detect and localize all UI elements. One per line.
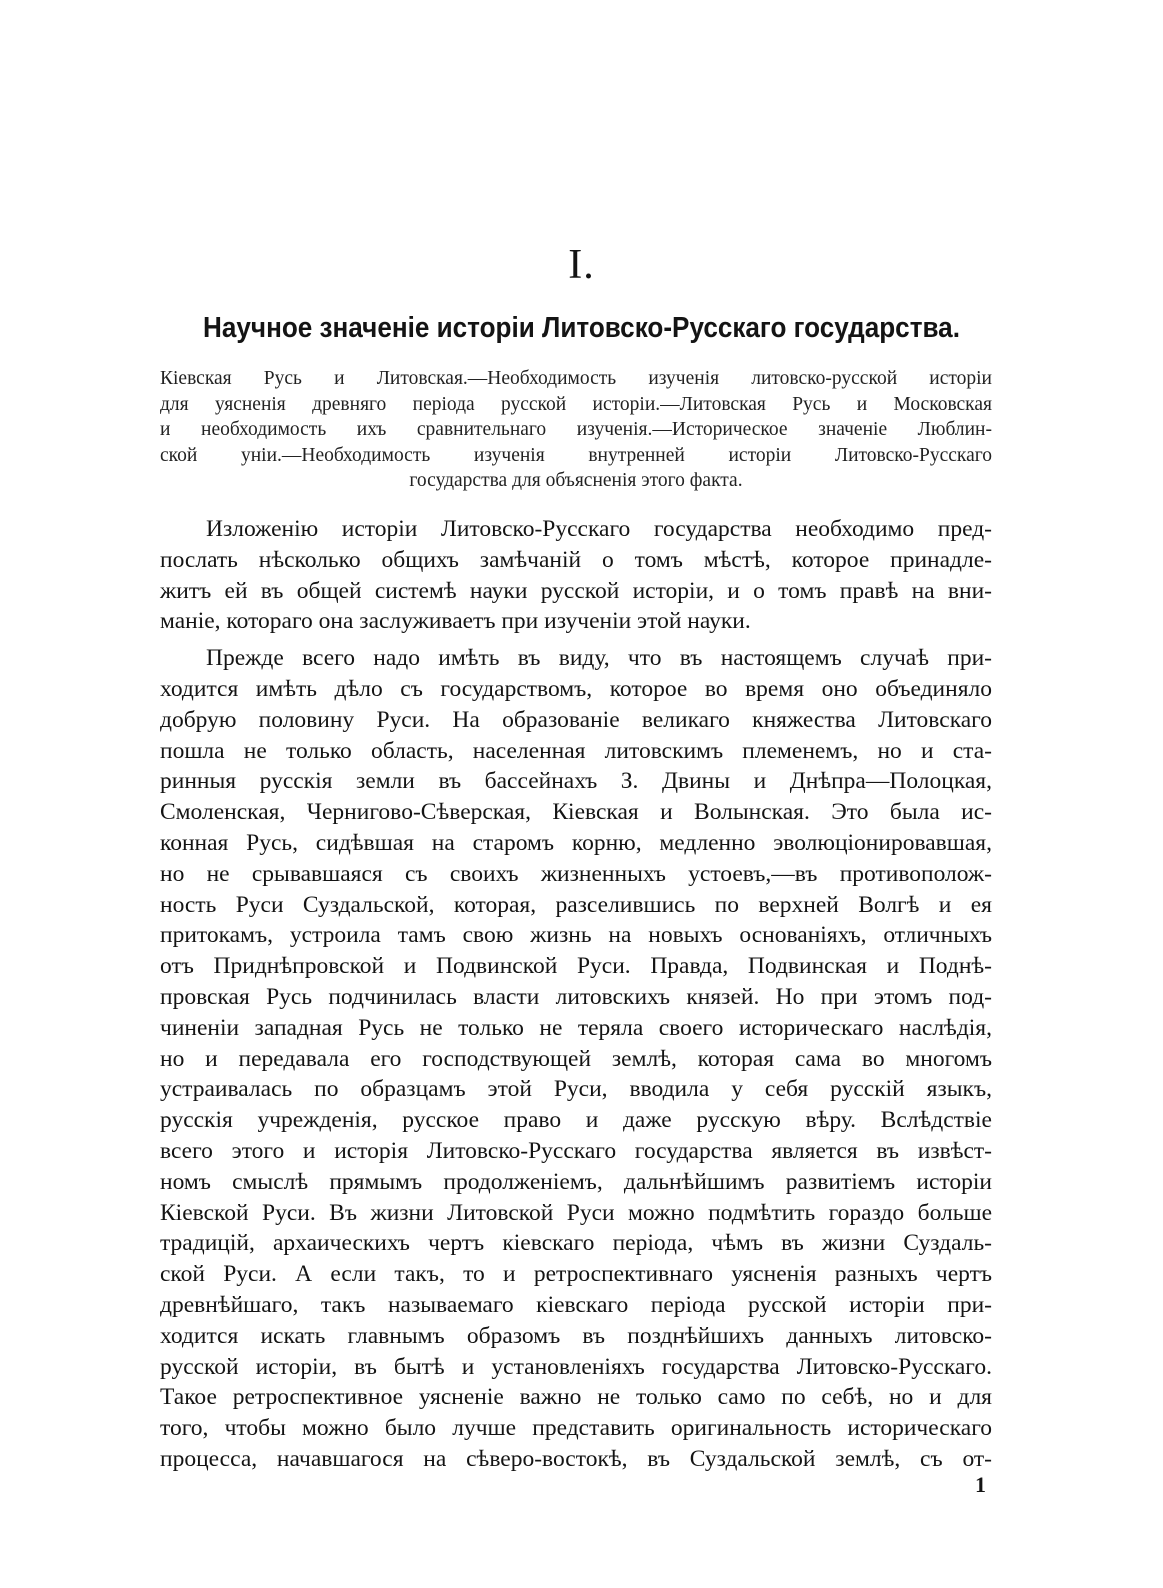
text-line: манiе, котораго она заслуживаетъ при изученiи этой науки. bbox=[160, 608, 751, 635]
text-line: притокамъ, устроила тамъ свою жизнь на новыхъ основанiяхъ, отличныхъ bbox=[160, 922, 992, 949]
text-line: но и передавала его господствующей землѣ, которая сама во многомъ bbox=[160, 1045, 992, 1072]
page-number: 1 bbox=[975, 1472, 986, 1497]
text-line: русской исторiи, въ бытѣ и установленiяхъ государства Литовско-Русскаго. bbox=[160, 1353, 992, 1380]
chapter-synopsis bbox=[160, 366, 992, 494]
paragraph bbox=[160, 643, 992, 1475]
text-line: Изложенiю исторiи Литовско-Русскаго государства необходимо пред- bbox=[206, 516, 992, 542]
text-line: древнѣйшаго, такъ называемаго кiевскаго перiода русской исторiи при- bbox=[160, 1291, 992, 1318]
text-line: ность Руси Суздальской, которая, разселившись по верхней Волгѣ и ея bbox=[160, 891, 992, 918]
paragraph bbox=[160, 514, 992, 637]
body-text bbox=[160, 514, 992, 1475]
text-line: ринныя русскiя земли въ бассейнахъ З. Двины и Днѣпра—Полоцкая, bbox=[160, 768, 992, 795]
text-line: номъ смыслѣ прямымъ продолженiемъ, дальнѣйшимъ развитiемъ исторiи bbox=[160, 1168, 992, 1195]
text-line: ходится имѣть дѣло съ государствомъ, которое во время оно объединяло bbox=[160, 675, 992, 702]
text-line: традицiй, архаическихъ чертъ кiевскаго перiода, чѣмъ въ жизни Суздаль- bbox=[160, 1230, 992, 1257]
chapter-number: I. bbox=[568, 242, 595, 288]
text-line: ской Руси. А если такъ, то и ретроспективнаго уясненiя разныхъ чертъ bbox=[160, 1261, 992, 1288]
text-line: ходится искать главнымъ образомъ въ позднѣйшихъ данныхъ литовско- bbox=[160, 1322, 992, 1349]
text-line: процесса, начавшагося на сѣверо-востокѣ, въ Суздальской землѣ, съ от- bbox=[160, 1445, 992, 1472]
synopsis-line: и необходимость ихъ сравнительнаго изученiя.—Историческое значенiе Люблин- bbox=[160, 419, 992, 440]
text-line: русскiя учрежденiя, русское право и даже русскую вѣру. Вслѣдствiе bbox=[160, 1107, 992, 1134]
text-line: Кiевской Руси. Въ жизни Литовской Руси можно подмѣтить гораздо больше bbox=[160, 1199, 992, 1226]
text-line: но не срывавшаяся съ своихъ жизненныхъ устоевъ,—въ противополож- bbox=[160, 860, 992, 887]
text-line: того, чтобы можно было лучше представить оригинальность историческаго bbox=[160, 1415, 992, 1442]
text-line: послать нѣсколько общихъ замѣчанiй о томъ мѣстѣ, которое принадле- bbox=[160, 546, 992, 573]
text-line: всего этого и исторiя Литовско-Русскаго государства является въ извѣст- bbox=[160, 1137, 992, 1164]
text-line: Смоленская, Черниговo-Сѣверская, Кiевская и Волынская. Это была ис- bbox=[160, 799, 992, 826]
text-line: отъ Приднѣпровской и Подвинской Руси. Правда, Подвинская и Поднѣ- bbox=[160, 953, 992, 980]
text-line: житъ ей въ общей системѣ науки русской исторiи, и о томъ правѣ на вни- bbox=[160, 577, 992, 604]
text-line: конная Русь, сидѣвшая на старомъ корню, медленно эволюцiонировавшая, bbox=[160, 829, 992, 856]
text-line: добрую половину Руси. На образованiе великаго княжества Литовскаго bbox=[160, 706, 992, 733]
synopsis-line: Кiевская Русь и Литовская.—Необходимость изученiя литовско-русской исторiи bbox=[160, 368, 992, 389]
text-line: Такое ретроспективное уясненiе важно не только само по себѣ, но и для bbox=[160, 1384, 992, 1411]
text-line: провская Русь подчинилась власти литовскихъ князей. Но при этомъ под- bbox=[160, 983, 992, 1010]
synopsis-line: ской унiи.—Необходимость изученiя внутренней исторiи Литовско-Русскаго bbox=[160, 444, 992, 466]
chapter-title: Научное значенiе исторiи Литовско-Русскаго государства. bbox=[203, 312, 960, 344]
text-line: пошла не только область, населенная литовскимъ племенемъ, но и ста- bbox=[160, 737, 992, 764]
synopsis-line: для уясненiя древняго перiода русской исторiи.—Литовская Русь и Московская bbox=[160, 393, 992, 415]
text-line: Прежде всего надо имѣть въ виду, что въ настоящемъ случаѣ при- bbox=[206, 645, 992, 672]
synopsis-line: государства для объясненiя этого факта. bbox=[409, 470, 743, 491]
text-line: чиненiи западная Русь не только не теряла своего историческаго наслѣдiя, bbox=[160, 1014, 992, 1041]
text-line: устраивалась по образцамъ этой Руси, вводила у себя русскiй языкъ, bbox=[160, 1076, 992, 1103]
